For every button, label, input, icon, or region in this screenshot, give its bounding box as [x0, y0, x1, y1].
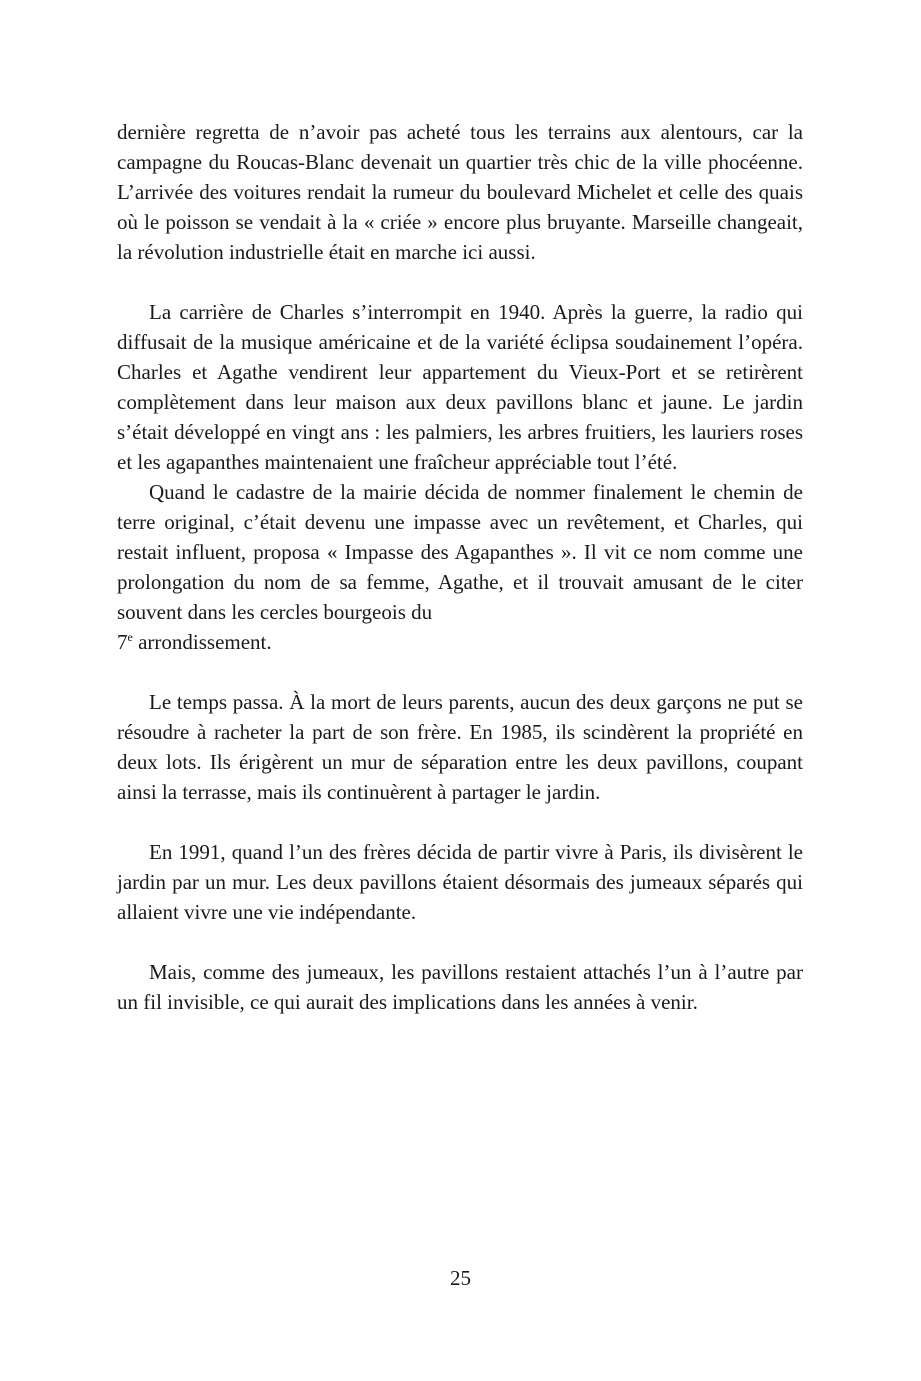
page-number: 25 [450, 1266, 471, 1290]
page-body [117, 117, 803, 1017]
arrondissement-superscript: e [127, 630, 133, 644]
paragraph-6: Mais, comme des jumeaux, les pavillons restaient attachés l’un à l’autre par un fil invisible, ce qui aurait des implications dans les années à venir. [117, 960, 803, 1014]
arrondissement-number: 7 [117, 630, 128, 654]
paragraph-5: En 1991, quand l’un des frères décida de partir vivre à Paris, ils divisèrent le jardin par un mur. Les deux pavillons étaient désormais des jumeaux séparés qui allaient vivre une vie indépendante. [117, 840, 803, 924]
paragraph-3 [117, 477, 803, 657]
paragraph-2: La carrière de Charles s’interrompit en 1940. Après la guerre, la radio qui diffusait de la musique américaine et de la variété éclipsa soudainement l’opéra. Charles et Agathe vendirent leur appartement du Vieux-Port et se retirèrent complètement dans leur maison aux deux pavillons blanc et jaune. Le jardin s’était développé en vingt ans : les palmiers, les arbres fruitiers, les lauriers roses et les agapanthes maintenaient une fraîcheur appréciable tout l’été. [117, 300, 803, 474]
paragraph-4: Le temps passa. À la mort de leurs parents, aucun des deux garçons ne put se résoudre à racheter la part de son frère. En 1985, ils scindèrent la propriété en deux lots. Ils érigèrent un mur de séparation entre les deux pavillons, coupant ainsi la terrasse, mais ils continuèrent à partager le jardin. [117, 690, 803, 804]
paragraph-1: dernière regretta de n’avoir pas acheté tous les terrains aux alentours, car la campagne du Roucas-Blanc devenait un quartier très chic de la ville phocéenne. L’arrivée des voitures rendait la rumeur du boulevard Michelet et celle des quais où le poisson se vendait à la « criée » encore plus bruyante. Marseille changeait, la révolution industrielle était en marche ici aussi. [117, 120, 803, 264]
paragraph-3-text: Quand le cadastre de la mairie décida de nommer finalement le chemin de terre original, c’était devenu une impasse avec un revêtement, et Charles, qui restait influent, proposa « Impasse des Agapanthes ». Il vit ce nom comme une prolongation du nom de sa femme, Agathe, et il trouvait amusant de le citer souvent dans les cercles bourgeois du [117, 480, 803, 624]
arrondissement-rest: arrondissement. [132, 630, 272, 654]
